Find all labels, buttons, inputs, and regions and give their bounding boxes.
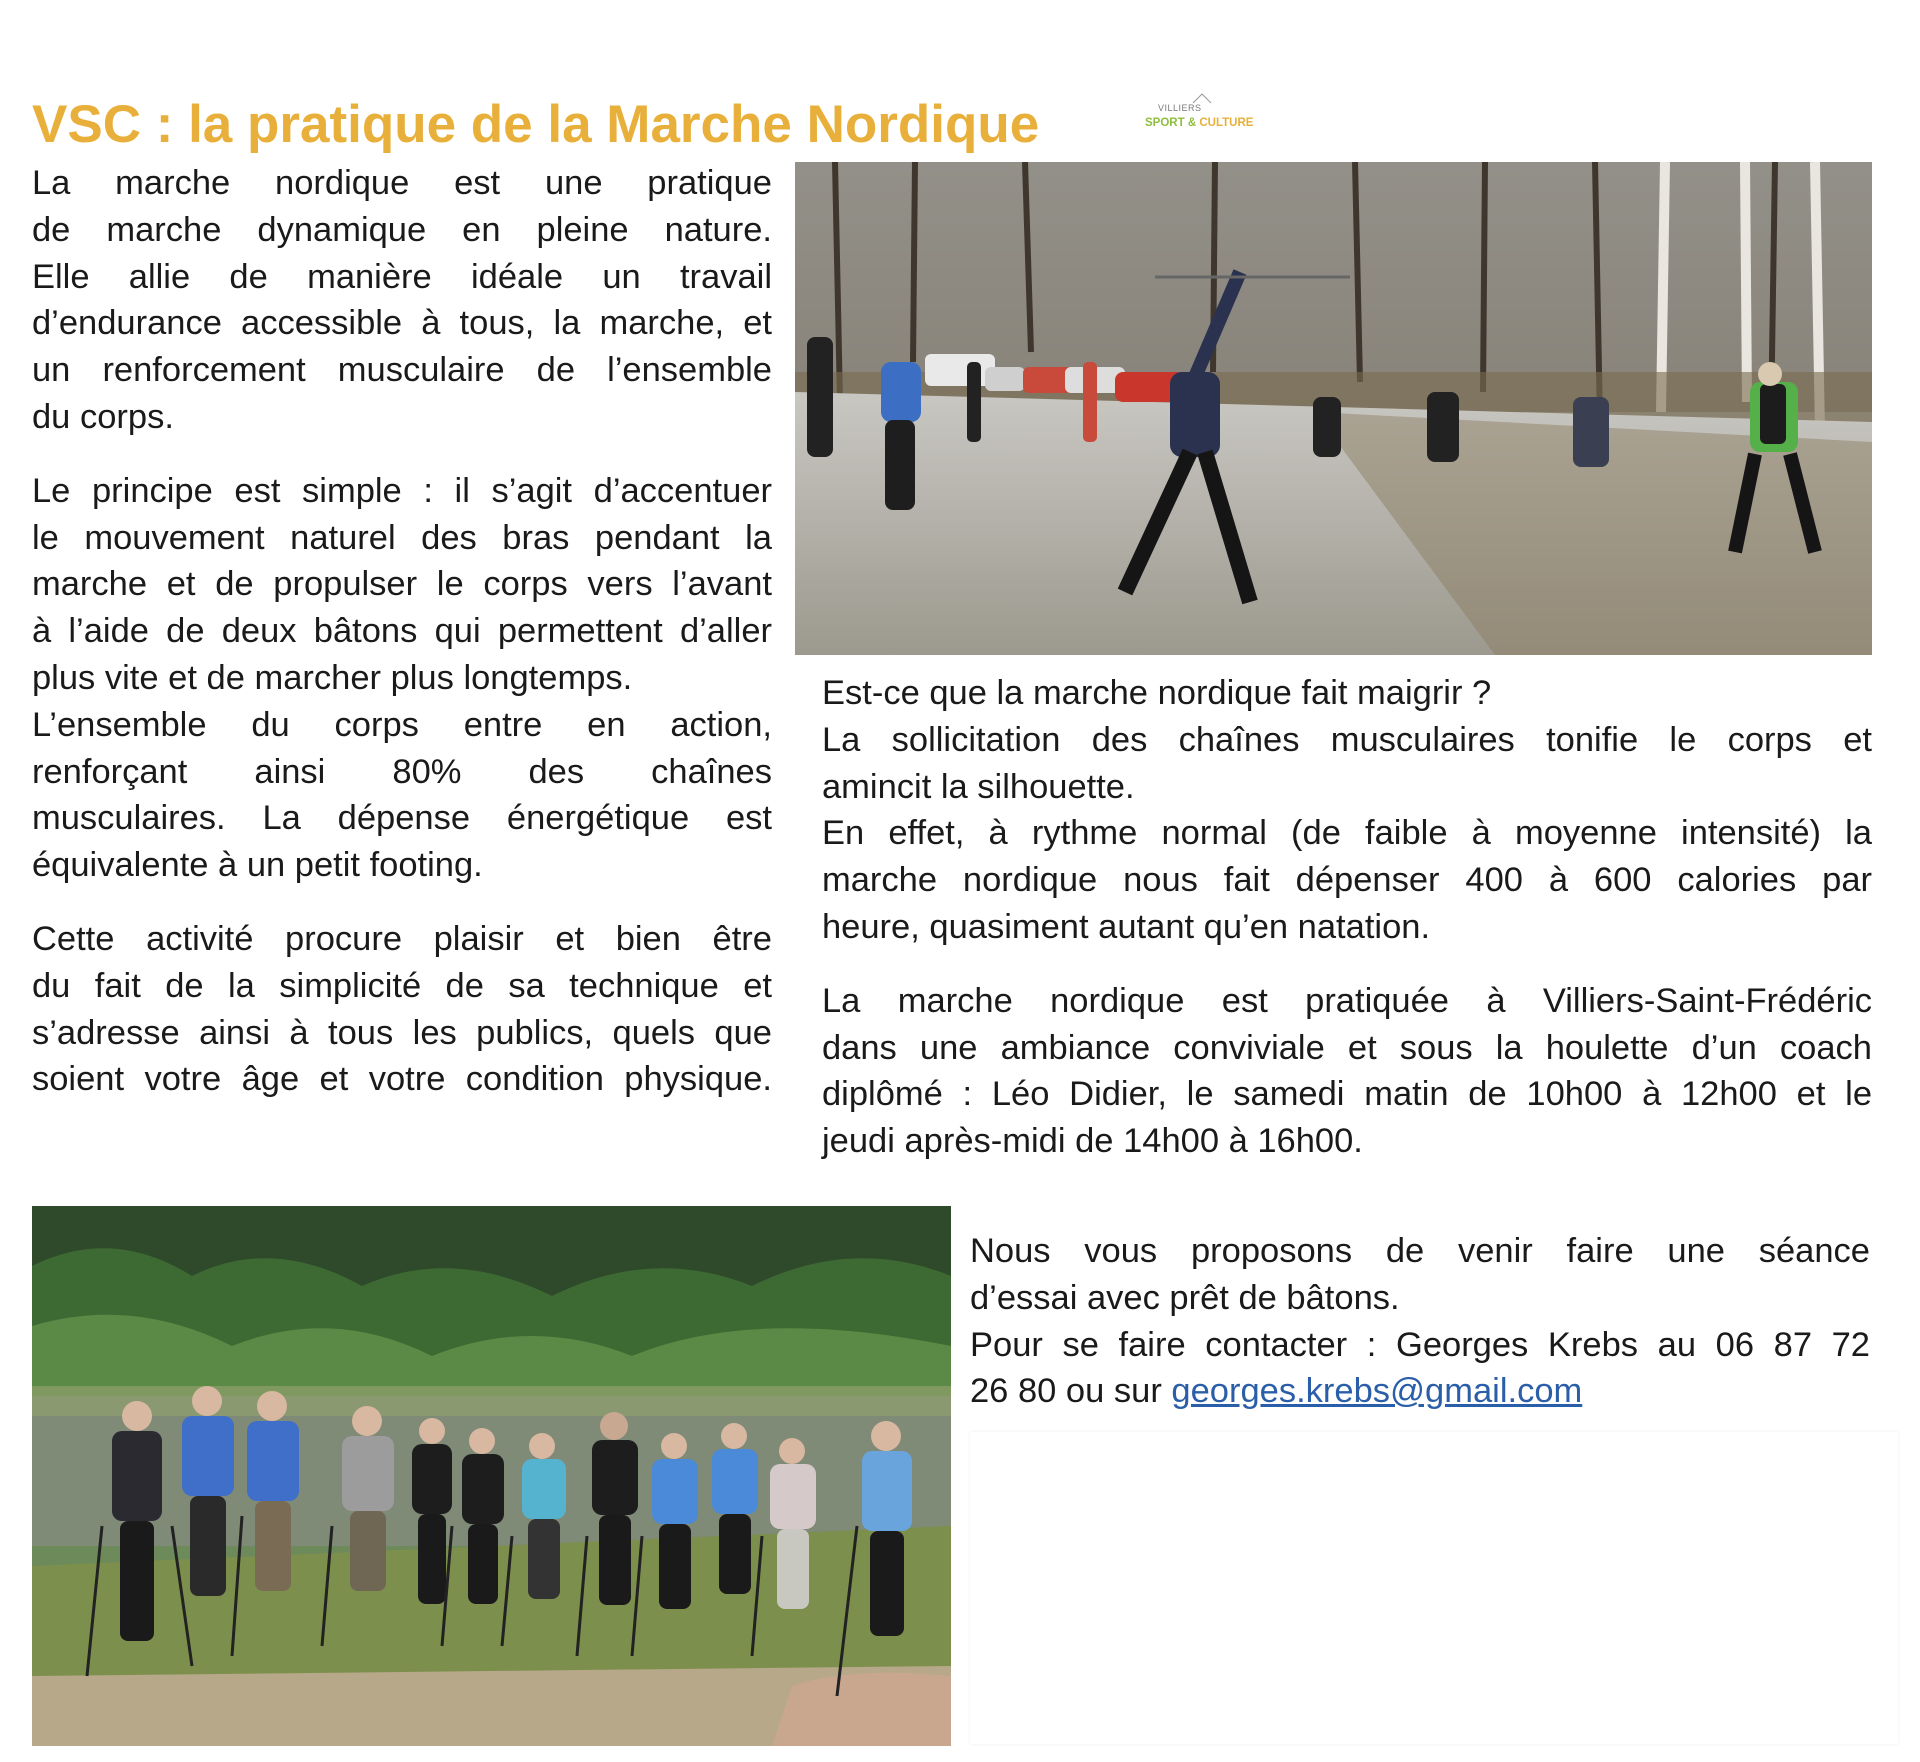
text-line: un renforcement musculaire de l’ensemble (32, 351, 772, 390)
text-line: du corps. (32, 397, 174, 436)
text-line: La sollicitation des chaînes musculaires tonifie le corps et (822, 720, 1872, 759)
contact-line (970, 1368, 1870, 1415)
villiers-sport-culture-logo (1140, 92, 1252, 138)
text-line: amincit la silhouette. (822, 767, 1135, 806)
text-line: Elle allie de manière idéale un travail (32, 257, 772, 296)
text-line: L’ensemble du corps entre en action, (32, 705, 772, 744)
location-paragraph (822, 978, 1872, 1165)
text-line: s’adresse ainsi à tous les publics, quels que (32, 1013, 772, 1052)
text-line: plus vite et de marcher plus longtemps. (32, 658, 633, 697)
logo-villiers: VILLIERS (1158, 103, 1202, 113)
text-line: d’essai avec prêt de bâtons. (970, 1278, 1400, 1317)
text-line: jeudi après-midi de 14h00 à 16h00. (822, 1122, 1363, 1161)
right-column (822, 670, 1872, 1165)
text-line: renforçant ainsi 80% des chaînes (32, 752, 772, 791)
text-line: équivalente à un petit footing. (32, 846, 483, 885)
text-line: Nous vous proposons de venir faire une séance (970, 1232, 1870, 1270)
intro-paragraph (32, 160, 772, 441)
text-line: Le principe est simple : il s’agit d’accentuer (32, 471, 772, 510)
email-link[interactable]: georges.krebs@gmail.com (1171, 1372, 1583, 1411)
text-line: Cette activité procure plaisir et bien être (32, 919, 772, 958)
logo-sport-culture: SPORT & CULTURE (1145, 117, 1254, 129)
principle-paragraph (32, 468, 772, 889)
text-line: La marche nordique est une pratique (32, 164, 772, 202)
text-line: Est-ce que la marche nordique fait maigrir ? (822, 674, 1492, 712)
text-line: le mouvement naturel des bras pendant la (32, 518, 772, 557)
text-line: d’endurance accessible à tous, la marche, et (32, 304, 772, 343)
group-lake-photo (32, 1206, 951, 1746)
text-line: musculaires. La dépense énergétique est (32, 799, 772, 838)
contact-prefix: 26 80 ou sur (970, 1372, 1172, 1411)
activity-paragraph (32, 916, 772, 1103)
text-line: La marche nordique est pratiquée à Villiers-Saint-Frédéric (822, 981, 1872, 1020)
text-line: Pour se faire contacter : Georges Krebs au 06 87 72 (970, 1325, 1870, 1364)
text-line: du fait de la simplicité de sa technique et (32, 966, 772, 1005)
text-line: à l’aide de deux bâtons qui permettent d’aller (32, 612, 772, 651)
text-line: dans une ambiance conviviale et sous la houlette d’un coach (822, 1028, 1872, 1067)
forest-stretching-photo (795, 162, 1872, 655)
text-line: marche nordique nous fait dépenser 400 à 600 calories par (822, 861, 1872, 900)
trial-paragraph (970, 1228, 1870, 1415)
left-column (32, 160, 772, 1103)
text-line: heure, quasiment autant qu’en natation. (822, 907, 1431, 946)
text-line: de marche dynamique en pleine nature. (32, 210, 772, 249)
article-title: VSC : la pratique de la Marche Nordique (32, 95, 1040, 154)
blank-area (970, 1432, 1898, 1744)
weight-paragraph (822, 670, 1872, 951)
text-line: marche et de propulser le corps vers l’avant (32, 565, 772, 604)
text-line: diplômé : Léo Didier, le samedi matin de 10h00 à 12h00 et le (822, 1075, 1872, 1114)
text-line: soient votre âge et votre condition physique. (32, 1060, 772, 1099)
text-line: En effet, à rythme normal (de faible à moyenne intensité) la (822, 814, 1872, 853)
